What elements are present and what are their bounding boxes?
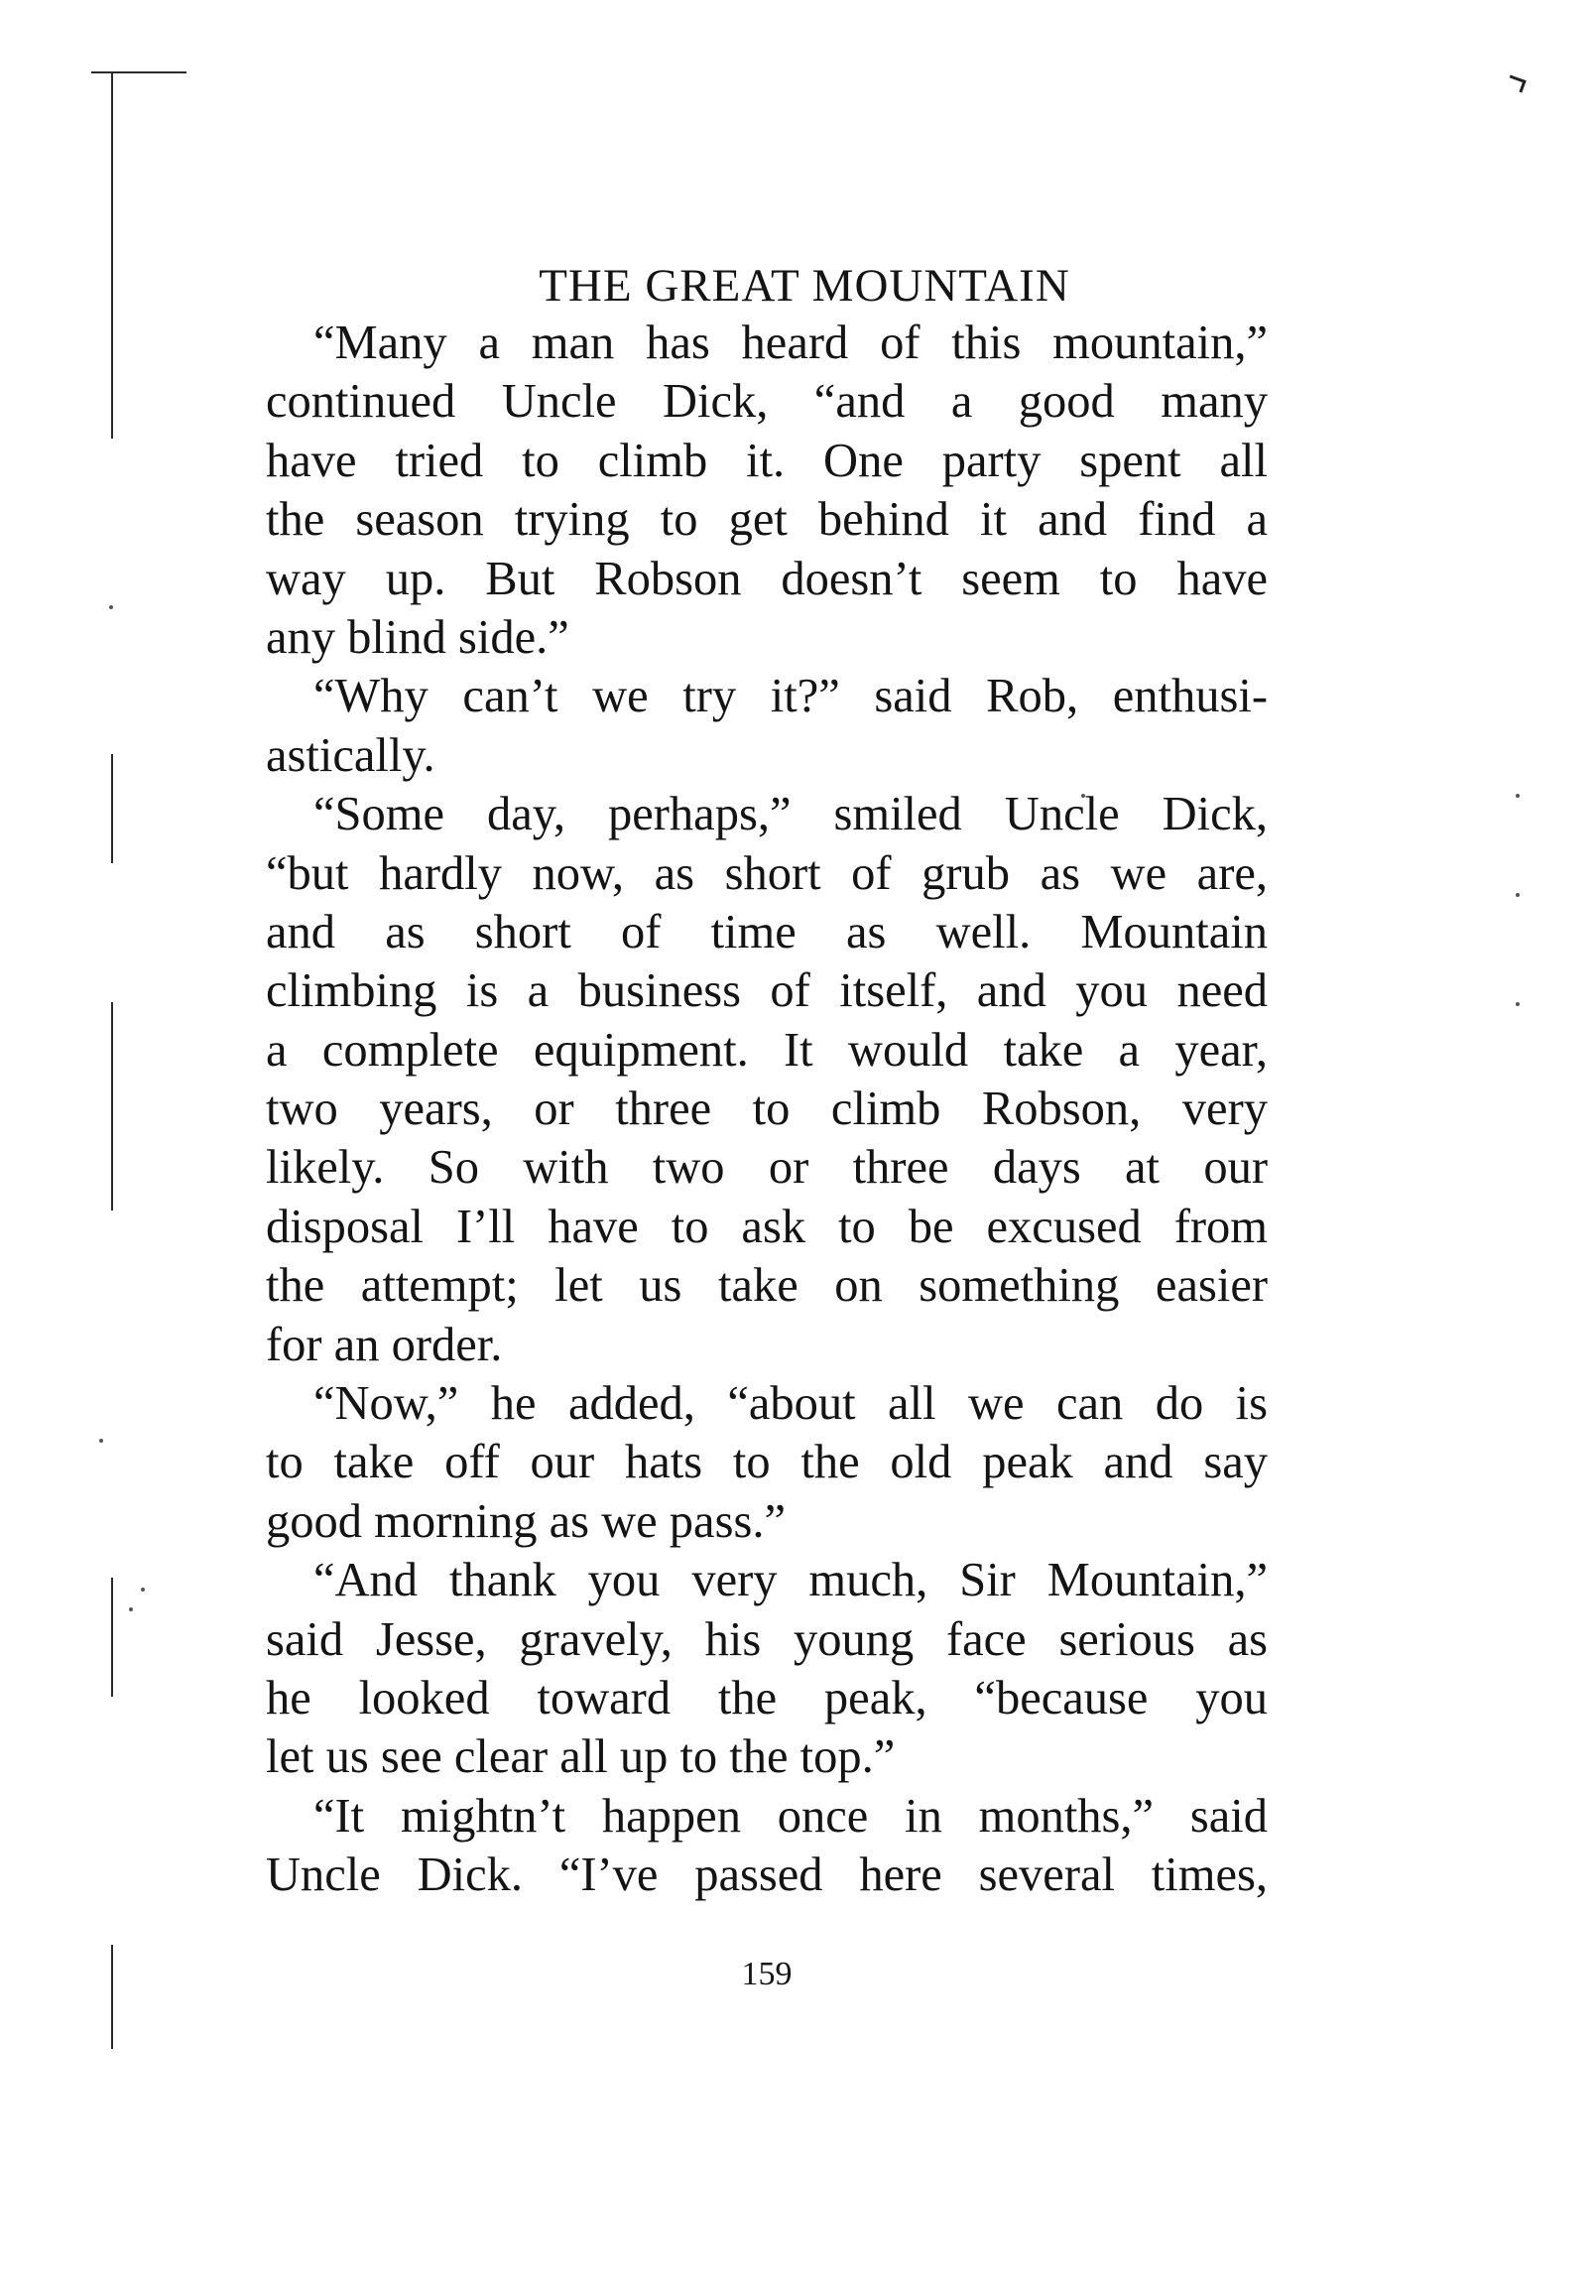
- running-head: THE GREAT MOUNTAIN: [539, 260, 1070, 312]
- scan-speck: [1516, 1002, 1520, 1006]
- text-line: “Many a man has heard of this mountain,”: [313, 317, 1268, 369]
- scan-corner-mark: [1506, 74, 1526, 92]
- text-line: good morning as we pass.”: [266, 1494, 786, 1548]
- text-line: astically.: [266, 728, 435, 782]
- text-line: the season trying to get behind it and find a: [266, 493, 1268, 547]
- text-line: a complete equipment. It would take a year,: [266, 1023, 1268, 1077]
- scan-speck: [109, 605, 113, 609]
- text-line: “And thank you very much, Sir Mountain,”: [313, 1554, 1268, 1607]
- text-line: disposal I’ll have to ask to be excused from: [266, 1200, 1268, 1253]
- text-line: likely. So with two or three days at our: [266, 1141, 1268, 1195]
- text-line: climbing is a business of itself, and you need: [266, 964, 1268, 1018]
- text-line: the attempt; let us take on something easier: [266, 1259, 1268, 1313]
- text-line: “Why can’t we try it?” said Rob, enthusi-: [313, 670, 1268, 723]
- scan-rule-left-middle: [111, 754, 113, 863]
- text-line: “Now,” he added, “about all we can do is: [313, 1377, 1268, 1431]
- text-line: “but hardly now, as short of grub as we are,: [266, 846, 1268, 900]
- text-line: two years, or three to climb Robson, very: [266, 1083, 1268, 1136]
- scan-rule-left-lower: [111, 1002, 113, 1211]
- scan-speck: [1516, 794, 1520, 798]
- text-line: and as short of time as well. Mountain: [266, 905, 1268, 958]
- text-line: let us see clear all up to the top.”: [266, 1730, 896, 1784]
- scan-speck: [141, 1588, 145, 1592]
- scan-speck: [1516, 893, 1520, 897]
- text-line: continued Uncle Dick, “and a good many: [266, 375, 1268, 429]
- text-line: he looked toward the peak, “because you: [266, 1671, 1268, 1724]
- text-line: have tried to climb it. One party spent all: [266, 434, 1268, 487]
- text-line: “It mightn’t happen once in months,” said: [313, 1789, 1268, 1843]
- text-line: any blind side.”: [266, 610, 569, 664]
- text-line: “Some day, perhaps,” smiled Uncle Dick,: [313, 788, 1268, 841]
- scan-rule-top: [91, 71, 186, 73]
- text-line: for an order.: [266, 1318, 503, 1371]
- scan-rule-left-upper: [111, 71, 113, 439]
- body-text: [266, 314, 1268, 1905]
- scan-rule-left-foot: [111, 1945, 113, 2049]
- scan-speck: [129, 1607, 133, 1611]
- text-line: way up. But Robson doesn’t seem to have: [266, 552, 1268, 605]
- text-line: Uncle Dick. “I’ve passed here several times,: [266, 1849, 1268, 1902]
- text-line: said Jesse, gravely, his young face serious as: [266, 1612, 1268, 1666]
- page-number: 159: [741, 1956, 793, 1992]
- scan-rule-left-bottom: [111, 1578, 113, 1697]
- text-line: to take off our hats to the old peak and say: [266, 1436, 1268, 1489]
- scan-speck: [99, 1439, 103, 1443]
